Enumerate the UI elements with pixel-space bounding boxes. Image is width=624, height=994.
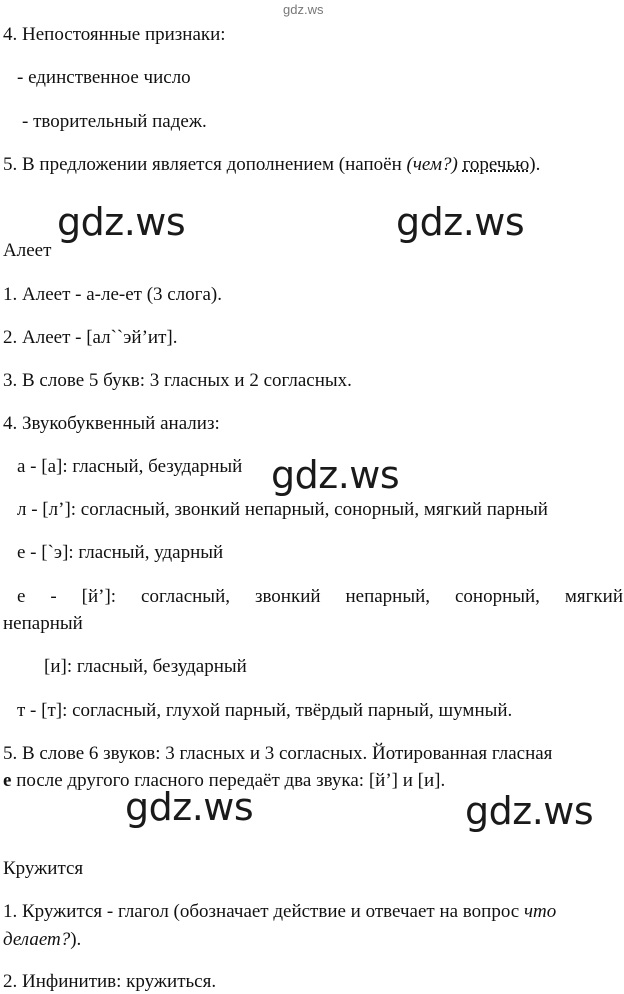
analysis-heading: 4. Звукобуквенный анализ: — [3, 413, 220, 434]
watermark-top: gdz.ws — [283, 2, 324, 17]
sounds-count-line: 5. В слове 6 звуков: 3 гласных и 3 согласных. Йотированная гласная — [3, 743, 553, 764]
watermark: gdz.ws — [396, 200, 525, 244]
watermark: gdz.ws — [57, 200, 186, 244]
sound-t: т - [т]: согласный, глухой парный, твёрдый парный, шумный. — [17, 700, 513, 721]
iotated-vowel-text: после другого гласного передаёт два звука: [й’] и [и]. — [11, 770, 446, 791]
sentence-role-line — [3, 154, 540, 176]
sound-l: л - [л’]: согласный, звонкий непарный, сонорный, мягкий парный — [17, 499, 548, 520]
infinitive-line: 2. Инфинитив: кружиться. — [3, 971, 217, 992]
part-of-speech-end: ). — [70, 929, 82, 950]
sentence-role-end: ). — [529, 154, 541, 175]
sound-i: [и]: гласный, безударный — [44, 656, 247, 677]
part-of-speech-question-2: делает? — [3, 929, 71, 950]
sound-a: а - [а]: гласный, безударный — [17, 456, 243, 477]
feature-case: - творительный падеж. — [22, 111, 207, 132]
sentence-role-word: горечью — [462, 154, 530, 175]
watermark: gdz.ws — [465, 789, 594, 833]
part-of-speech-line — [3, 901, 556, 923]
transcription-line: 2. Алеет - [ал``эй’ит]. — [3, 327, 178, 348]
iotated-vowel-letter: е — [3, 770, 12, 791]
sound-e2-cont: непарный — [3, 613, 83, 634]
letters-count-line: 3. В слове 5 букв: 3 гласных и 2 согласных. — [3, 370, 352, 391]
part-of-speech-question-1: что — [523, 901, 557, 922]
word-heading-kruzhitsya: Кружится — [3, 858, 84, 879]
watermark: gdz.ws — [125, 785, 254, 829]
sentence-role-question: (чем?) — [406, 154, 458, 175]
feature-number: - единственное число — [17, 67, 191, 88]
syllables-line: 1. Алеет - а-ле-ет (3 слога). — [3, 284, 222, 305]
nonconstant-features-heading: 4. Непостоянные признаки: — [3, 24, 226, 45]
part-of-speech-cont — [3, 929, 81, 951]
part-of-speech-text: 1. Кружится - глагол (обозначает действие и отвечает на вопрос — [3, 901, 524, 922]
sound-e2: е - [й’]: согласный, звонкий непарный, сонорный, мягкий — [17, 586, 623, 607]
watermark: gdz.ws — [271, 453, 400, 497]
word-heading-aleet: Алеет — [3, 240, 52, 261]
sound-e1: е - [`э]: гласный, ударный — [17, 542, 224, 563]
sentence-role-text: 5. В предложении является дополнением (напоён — [3, 154, 407, 175]
